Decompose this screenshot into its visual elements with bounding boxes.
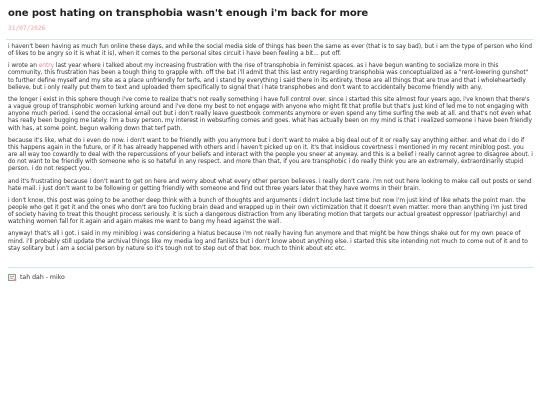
- post-date: 31/07/2026: [8, 25, 46, 32]
- paragraph-2: [8, 63, 534, 92]
- post-footer: [8, 267, 534, 282]
- divider: [6, 39, 534, 40]
- paragraph-4: because it's like, what do i even do now. i don't want to be friendly with you anymore but i don't want to make a big deal out of it or really say anything either. and what do i do if this happens again in the future, or if it has already happened with others and i haven't picked up on it. it's that insidious covertness i mentioned in my recent miniblog post. you are all way too cowardly to deal with the repercussions of your beliefs and interact with the people you sneer at anyway. and this is a belief i really cannot agree to disagree about. i do not want to be friendly with someone who is so hateful in any respect. and more than that, if you are transphobic i do really think you are an extremely, extraordinarily stupid person. i do not respect you.: [8, 137, 533, 173]
- paragraph-5: and it's frustrating because i don't want to get on here and worry about what every other person believes. i really don't care. i'm not out here looking to make call out posts or send hate mail. i just don't want to be following or getting friendly with someone and find out three years later that they have worms in their brain.: [8, 178, 532, 192]
- paragraph-7: anyway! that's all i got. i said in my miniblog i was considering a hiatus because i'm not really having fun anymore and that might be how things shake out for my own peace of mind. i'll probably still update the archival things like my media log and fanlists but i don't know about anything else. i started this site intending not much to come out of it and to stay solitary but i am a social person by nature so it's tough not to step out of that box. much to think about etc etc.: [8, 231, 528, 252]
- paragraph-2-intro: i wrote an: [8, 63, 39, 70]
- tag-icon: [8, 274, 17, 282]
- post-title: one post hating on transphobia wasn't enough i'm back for more: [8, 8, 369, 19]
- paragraph-3: the longer i exist in this sphere though i've come to realize that's not really something i have full control over. since i started this site almost four years ago, i've known that there's a vague group of transphobic women lurking around and i've done my best to not engage with anyone who might fit that profile but that's just kind of led me to not engaging with anyone much period. i send the occasional email out but i don't really leave guestbook comments anymore or even spend any time surfing the web at all. and that's not even what has really been bugging me lately. i'm a busy person, my interest in websurfing comes and goes. what has actually been on my mind is that i realized someone i have been friendly with has, at some point, begun walking down that terf path.: [8, 96, 532, 132]
- post-tags: tah dah - miko: [20, 274, 65, 282]
- paragraph-2-body: last year where i talked about my increasing frustration with the rise of transphobia in feminist spaces. as i have begun wanting to socialize more in this community, this frustration has been a tough thing to grapple with. off the bat i'll admit that this last entry regarding transphobia was conceptualized as a "rent-lowering gunshot" to further define myself and my site as a place unfriendly for terfs, and i stand by everything i said there in its entirety. those are all things that are true and that i wholeheartedly believe, but i only really put them to text and uploaded them specifically to signal that i hate transphobes and don't want to accidentally become friendly with any.: [8, 63, 529, 91]
- paragraph-6: i don't know, this post was going to be another deep think with a bunch of thoughts and arguments i didn't include last time but now i'm just kind of like whats the point man. the people who get it get it and the ones who don't are too fucking brain dead and wrapped up in their own victimization that it doesn't even matter. more than anything i'm just tired of society having to treat this thought process seriously. it is such a dangerous distraction from any liberating motion that targets our actual greatest oppressor (patriarchy) and watching women fall for it again and again makes me want to bang my head against the wall.: [8, 197, 528, 226]
- entry-link[interactable]: entry: [38, 63, 55, 70]
- paragraph-1: i haven't been having as much fun online these days, and while the social media side of things has been the same as ever (that is to say bad), but i am the type of person who kind of likes to be angry so it is what it is), when it comes to the personal sites circuit i have been feeling a bit... put off.: [8, 44, 532, 58]
